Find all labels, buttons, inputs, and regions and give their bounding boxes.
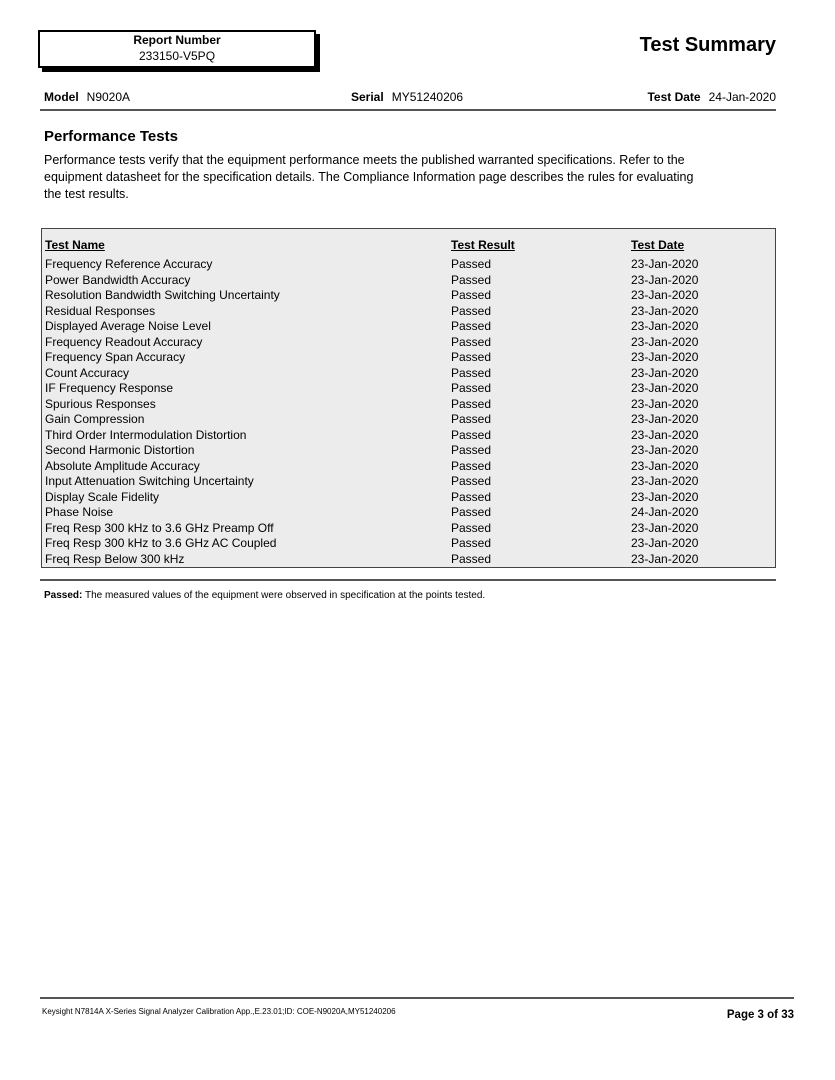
table-row: [45, 350, 773, 366]
table-row: [45, 552, 773, 568]
table-row: [45, 443, 773, 459]
cell-test-name: IF Frequency Response: [45, 381, 174, 395]
cell-test-result: Passed: [451, 381, 492, 395]
cell-test-name: Count Accuracy: [45, 365, 130, 380]
cell-test-name: Residual Responses: [45, 303, 156, 318]
cell-test-name: Freq Resp 300 kHz to 3.6 GHz Preamp Off: [45, 520, 274, 535]
cell-test-date: 23-Jan-2020: [631, 474, 699, 488]
cell-test-name: Gain Compression: [45, 412, 145, 426]
page-number: Page 3 of 33: [726, 1009, 794, 1021]
cell-test-result: Passed: [451, 334, 492, 349]
table-row: [45, 412, 773, 428]
meta-row: [44, 90, 776, 106]
cell-test-result: Passed: [451, 443, 492, 457]
passed-note-text: The measured values of the equipment were observed in specification at the points tested.: [84, 590, 486, 601]
cell-test-result: Passed: [451, 520, 492, 535]
table-row: [45, 521, 773, 537]
header-test-name: Test Name: [45, 238, 105, 252]
table-row: [45, 273, 773, 289]
cell-test-result: Passed: [451, 365, 492, 380]
cell-test-name: Freq Resp 300 kHz to 3.6 GHz AC Coupled: [45, 536, 277, 550]
cell-test-name: Displayed Average Noise Level: [45, 319, 211, 333]
cell-test-name: Input Attenuation Switching Uncertainty: [45, 474, 254, 488]
cell-test-result: Passed: [451, 257, 492, 271]
cell-test-result: Passed: [451, 489, 492, 504]
table-row: [45, 366, 773, 382]
table-row: [45, 428, 773, 444]
cell-test-result: Passed: [451, 303, 492, 318]
cell-test-date: 23-Jan-2020: [631, 350, 699, 364]
cell-test-date: 23-Jan-2020: [631, 257, 699, 271]
cell-test-date: 23-Jan-2020: [631, 520, 699, 535]
table-row: [45, 505, 773, 521]
serial-field: [351, 90, 463, 104]
header-test-result: Test Result: [451, 238, 515, 252]
report-number-box: [38, 30, 316, 68]
serial-label: Serial: [351, 90, 384, 104]
serial-value: MY51240206: [391, 90, 464, 104]
cell-test-result: Passed: [451, 412, 492, 426]
cell-test-name: Resolution Bandwidth Switching Uncertainty: [45, 288, 280, 302]
table-row: [45, 319, 773, 335]
cell-test-name: Third Order Intermodulation Distortion: [45, 427, 247, 442]
section-heading: Performance Tests: [44, 128, 178, 145]
cell-test-date: 23-Jan-2020: [631, 458, 699, 473]
cell-test-date: 23-Jan-2020: [631, 303, 699, 318]
cell-test-date: 23-Jan-2020: [631, 489, 699, 504]
table-row: [45, 257, 773, 273]
section-intro: Performance tests verify that the equipment performance meets the published warranted specifications. Refer to the equipment datasheet for the specification details. The Compliance Information page describes the rules for evaluating the test results.: [44, 153, 694, 201]
table-body: [45, 257, 773, 567]
cell-test-name: Second Harmonic Distortion: [45, 443, 195, 457]
cell-test-name: Frequency Span Accuracy: [45, 350, 186, 364]
model-label: Model: [44, 90, 79, 104]
table-header: [45, 238, 773, 254]
header-test-date: Test Date: [631, 238, 685, 252]
table-row: [45, 459, 773, 475]
cell-test-name: Display Scale Fidelity: [45, 489, 160, 504]
cell-test-date: 23-Jan-2020: [631, 427, 699, 442]
model-field: [44, 90, 130, 104]
cell-test-name: Frequency Readout Accuracy: [45, 334, 203, 349]
model-value: N9020A: [86, 90, 131, 104]
cell-test-result: Passed: [451, 319, 492, 333]
cell-test-date: 23-Jan-2020: [631, 319, 699, 333]
cell-test-date: 23-Jan-2020: [631, 334, 699, 349]
table-row: [45, 304, 773, 320]
table-row: [45, 536, 773, 552]
table-row: [45, 474, 773, 490]
cell-test-name: Power Bandwidth Accuracy: [45, 272, 191, 287]
cell-test-result: Passed: [451, 474, 492, 488]
cell-test-result: Passed: [451, 551, 492, 566]
table-row: [45, 335, 773, 351]
cell-test-result: Passed: [451, 427, 492, 442]
cell-test-name: Spurious Responses: [45, 396, 156, 411]
cell-test-date: 23-Jan-2020: [631, 412, 699, 426]
cell-test-result: Passed: [451, 396, 492, 411]
cell-test-result: Passed: [451, 458, 492, 473]
header-divider: [40, 109, 776, 111]
page-title: Test Summary: [639, 34, 776, 56]
table-row: [45, 397, 773, 413]
table-row: [45, 381, 773, 397]
report-number-value: 233150-V5PQ: [138, 49, 216, 63]
cell-test-name: Frequency Reference Accuracy: [45, 257, 213, 271]
cell-test-date: 23-Jan-2020: [631, 365, 699, 380]
test-date-value: 24-Jan-2020: [708, 90, 776, 104]
cell-test-date: 23-Jan-2020: [631, 381, 699, 395]
cell-test-name: Phase Noise: [45, 505, 114, 519]
cell-test-result: Passed: [451, 350, 492, 364]
passed-note-label: Passed:: [44, 590, 83, 601]
footer-text: Keysight N7814A X-Series Signal Analyzer Calibration App.,E.23.01;ID: COE-N9020A,MY51240206: [42, 1007, 396, 1016]
test-date-label: Test Date: [647, 90, 701, 104]
table-row: [45, 490, 773, 506]
cell-test-date: 23-Jan-2020: [631, 443, 699, 457]
results-table: [41, 228, 776, 568]
cell-test-name: Absolute Amplitude Accuracy: [45, 458, 200, 473]
cell-test-result: Passed: [451, 505, 492, 519]
cell-test-date: 23-Jan-2020: [631, 272, 699, 287]
cell-test-date: 23-Jan-2020: [631, 396, 699, 411]
table-row: [45, 288, 773, 304]
table-divider: [40, 579, 776, 581]
cell-test-result: Passed: [451, 288, 492, 302]
passed-note: [44, 590, 485, 601]
cell-test-result: Passed: [451, 272, 492, 287]
footer-divider: [40, 997, 794, 999]
cell-test-date: 23-Jan-2020: [631, 551, 699, 566]
cell-test-result: Passed: [451, 536, 492, 550]
test-date-field: [647, 90, 776, 104]
cell-test-name: Freq Resp Below 300 kHz: [45, 551, 185, 566]
cell-test-date: 23-Jan-2020: [631, 288, 699, 302]
cell-test-date: 24-Jan-2020: [631, 505, 699, 519]
cell-test-date: 23-Jan-2020: [631, 536, 699, 550]
report-number-label: Report Number: [133, 33, 221, 47]
